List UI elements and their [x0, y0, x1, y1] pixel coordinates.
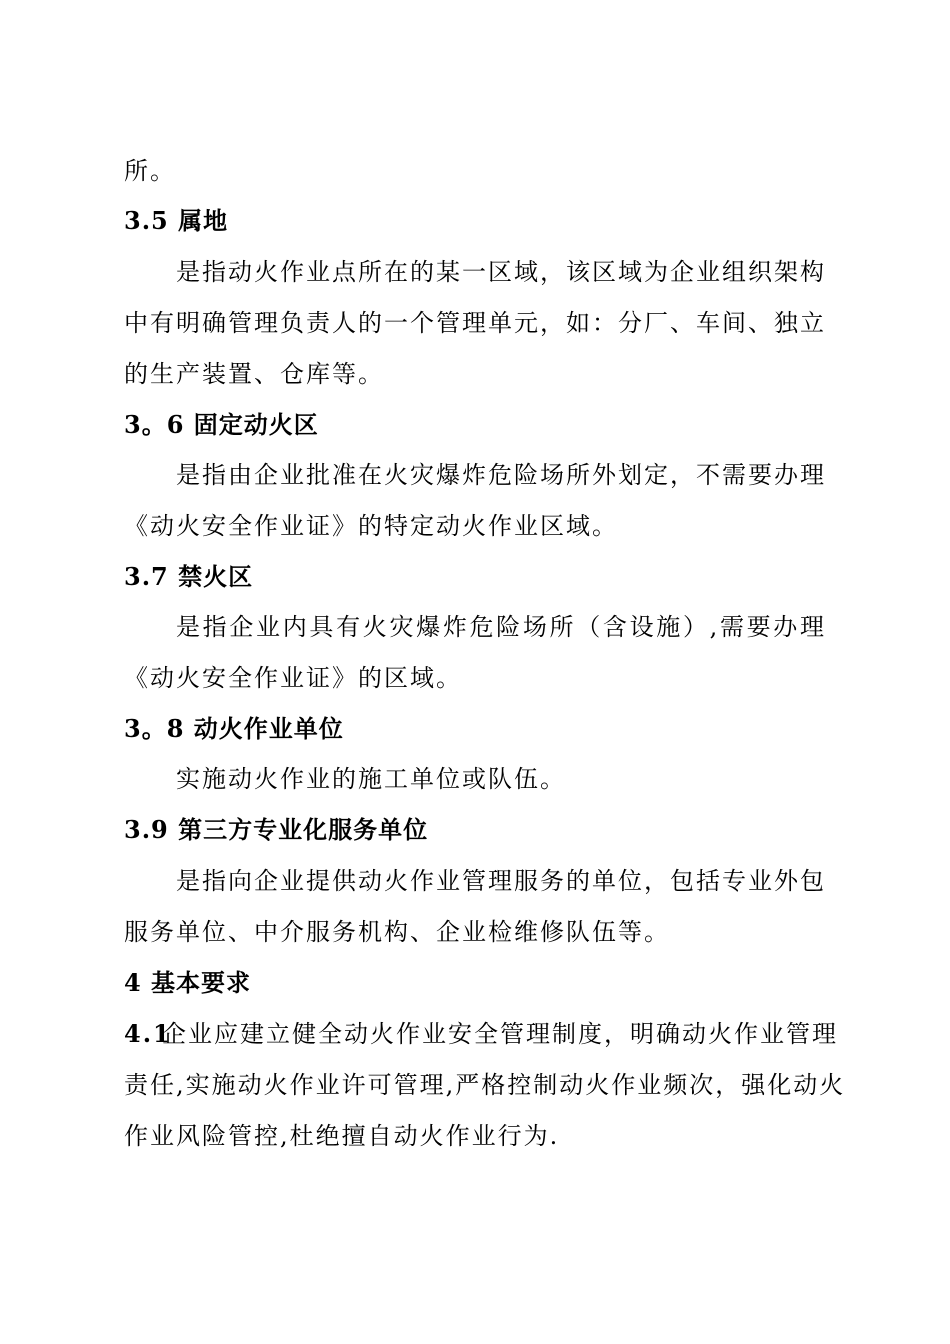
section-4-1-number-text: 4.1	[124, 1019, 172, 1048]
section-4-1-number	[124, 1017, 172, 1051]
section-3-5-line-2: 中有明确管理负责人的一个管理单元，如：分厂、车间、独立	[124, 309, 826, 337]
section-3-5-line-1: 是指动火作业点所在的某一区域，该区域为企业组织架构	[176, 258, 826, 286]
section-3-6-heading: 3。6 固定动火区	[124, 410, 319, 439]
section-4-1-line-3: 作业风险管控,杜绝擅自动火作业行为.	[124, 1122, 560, 1150]
section-3-9-heading: 3.9 第三方专业化服务单位	[124, 815, 429, 844]
section-3-5-heading: 3.5 属地	[124, 206, 229, 235]
section-4-heading: 4 基本要求	[124, 968, 252, 997]
section-3-6-line-2: 《动火安全作业证》的特定动火作业区域。	[124, 512, 618, 540]
section-3-7-heading: 3.7 禁火区	[124, 562, 254, 591]
section-3-8-line-1: 实施动火作业的施工单位或队伍。	[176, 765, 566, 793]
section-3-9-line-2: 服务单位、中介服务机构、企业检维修队伍等。	[124, 918, 670, 946]
section-3-7-line-1: 是指企业内具有火灾爆炸危险场所（含设施）,需要办理	[176, 613, 826, 641]
section-4-1-line-1: 企业应建立健全动火作业安全管理制度，明确动火作业管理	[162, 1020, 838, 1048]
section-3-5-line-3: 的生产装置、仓库等。	[124, 360, 384, 388]
section-3-8-heading: 3。8 动火作业单位	[124, 714, 344, 743]
section-4-1-line-2: 责任,实施动火作业许可管理,严格控制动火作业频次，强化动火	[124, 1071, 846, 1099]
section-3-6-line-1: 是指由企业批准在火灾爆炸危险场所外划定，不需要办理	[176, 461, 826, 489]
section-3-7-line-2: 《动火安全作业证》的区域。	[124, 664, 462, 692]
section-3-9-line-1: 是指向企业提供动火作业管理服务的单位，包括专业外包	[176, 867, 826, 895]
continuation-text: 所。	[124, 157, 176, 185]
